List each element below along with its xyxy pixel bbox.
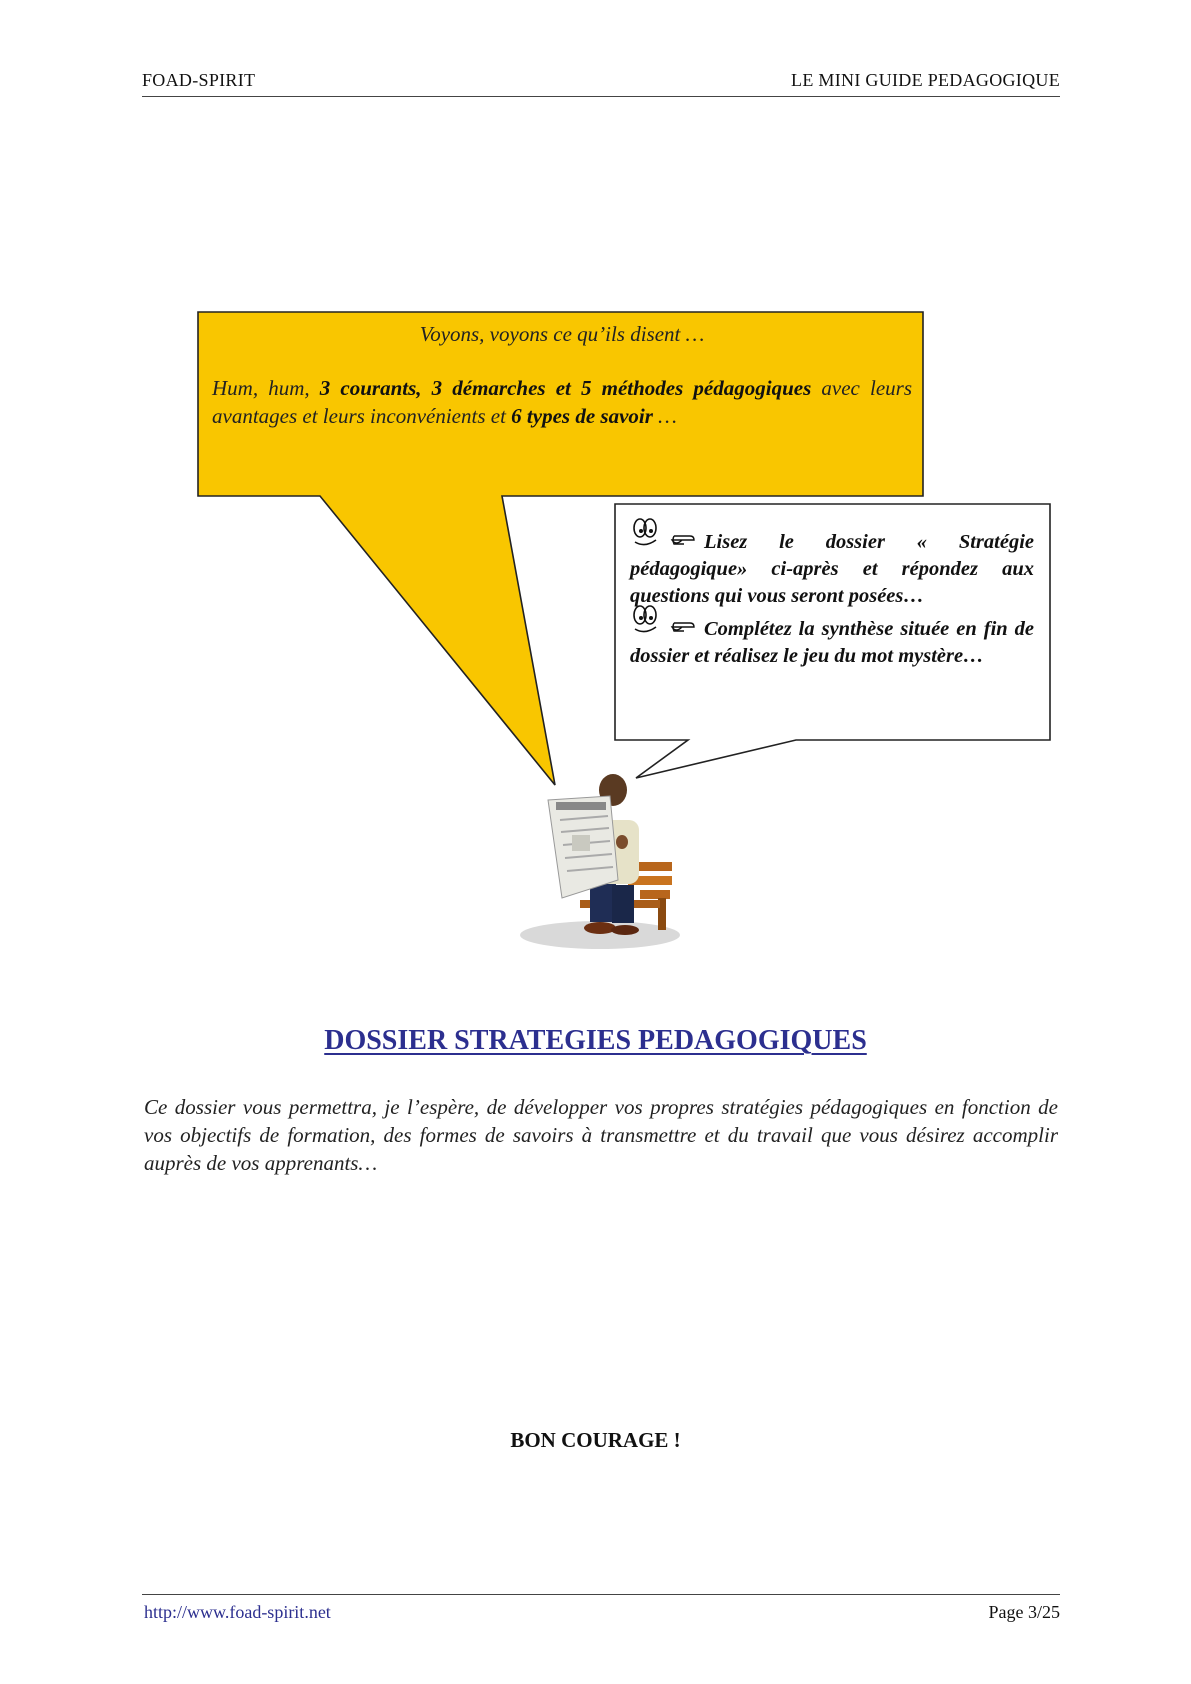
eyes-icon xyxy=(630,516,704,552)
instruction-text-1: Lisez le dossier « Stratégie pédagogique» ci-après et répondez aux questions qui vous seront posées… xyxy=(630,531,1034,607)
instruction-item xyxy=(630,529,1034,610)
man-reading-newspaper-icon xyxy=(520,774,680,949)
header-right: LE MINI GUIDE PEDAGOGIQUE xyxy=(791,70,1060,90)
bold-run: 6 types de savoir xyxy=(511,404,653,428)
yellow-bubble-paragraph xyxy=(212,374,912,430)
instruction-icons xyxy=(630,617,704,637)
yellow-bubble-line1: Voyons, voyons ce qu’ils disent … xyxy=(419,322,705,346)
closing-text: BON COURAGE ! xyxy=(510,1428,681,1452)
text-run: … xyxy=(652,404,677,428)
bold-run: 3 courants, 3 démarches et 5 méthodes pédagogiques xyxy=(319,376,812,400)
footer-url-link[interactable]: http://www.foad-spirit.net xyxy=(144,1602,331,1622)
white-bubble-text xyxy=(630,529,1034,676)
yellow-bubble-text xyxy=(212,320,912,430)
instruction-text-2: Complétez la synthèse située en fin de dossier et réalisez le jeu du mot mystère… xyxy=(630,618,1034,667)
instruction-icons xyxy=(630,530,704,550)
text-run: avec leurs avantages et leurs inconvénients et xyxy=(212,376,912,428)
instruction-item xyxy=(630,616,1034,670)
intro-paragraph: Ce dossier vous permettra, je l’espère, de développer vos propres stratégies pédagogiques en fonction de vos objectifs de formation, des formes de savoirs à transmettre et du travail que vous désirez accomplir auprès de vos apprenants… xyxy=(144,1095,1058,1175)
text-run: Hum, hum, xyxy=(212,376,320,400)
section-title: DOSSIER STRATEGIES PEDAGOGIQUES xyxy=(324,1025,867,1056)
page-number: Page 3/25 xyxy=(988,1602,1060,1622)
eyes-icon xyxy=(630,603,704,639)
header-left: FOAD-SPIRIT xyxy=(142,70,256,90)
page-footer xyxy=(142,1594,1060,1625)
